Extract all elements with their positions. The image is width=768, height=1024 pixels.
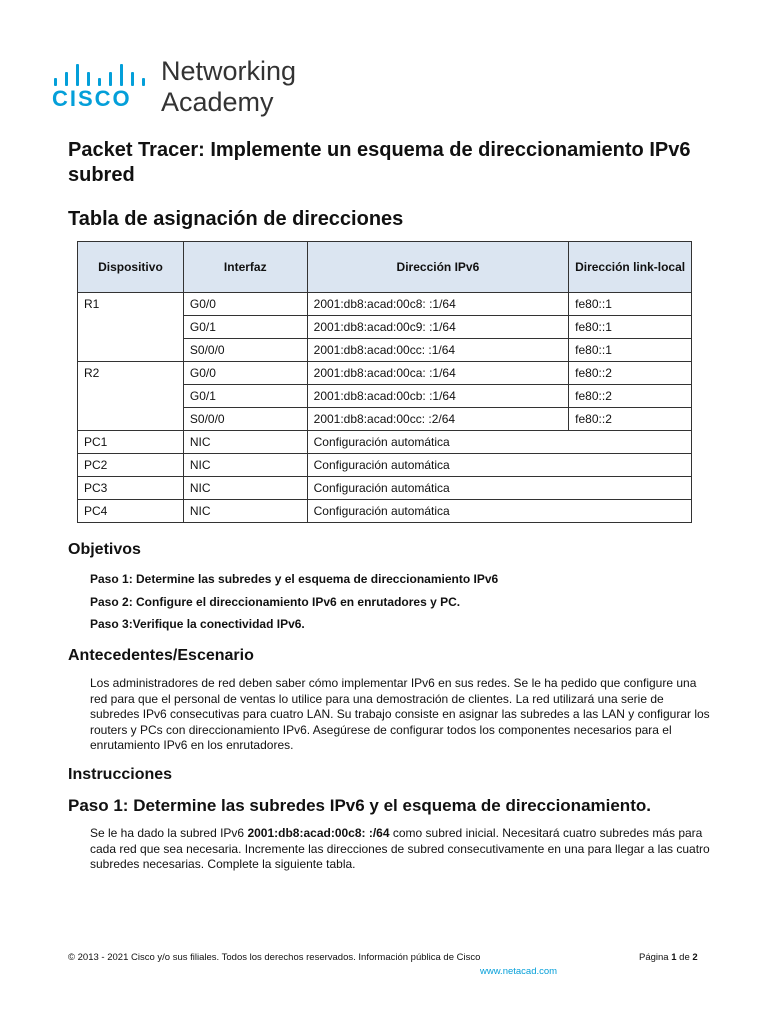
cell-interface: S0/0/0 [183, 339, 307, 362]
step1-heading: Paso 1: Determine las subredes IPv6 y el esquema de direccionamiento. [68, 796, 651, 815]
cell-device: PC2 [78, 454, 184, 477]
page-label: Página [639, 952, 669, 963]
table-row [78, 408, 692, 431]
cell-interface: NIC [183, 500, 307, 523]
logo-networking: Networking [161, 56, 297, 86]
cell-ipv6: 2001:db8:acad:00ca: :1/64 [307, 362, 569, 385]
cell-link-local: fe80::1 [569, 293, 692, 316]
table-row [78, 339, 692, 362]
cell-link-local: fe80::2 [569, 385, 692, 408]
cell-ipv6: 2001:db8:acad:00cc: :1/64 [307, 339, 569, 362]
cell-link-local: fe80::2 [569, 362, 692, 385]
background-paragraph: Los administradores de red deben saber cómo implementar IPv6 en sus redes. Se le ha pedido que configure una red para que el personal de ventas lo utilice para una demostración de clientes. La red utilizará una serie de subredes IPv6 consecutivas para cuatro LAN. Su trabajo consiste en asignar las subredes a las LAN y configurar los routers y PCs con direccionamiento IPv6. Asegúrese de configurar todos los componentes necesarios para el enrutamiento IPv6 en los enrutadores. [90, 676, 710, 752]
table-row [78, 293, 692, 316]
cell-device [78, 339, 184, 362]
table-heading: Tabla de asignación de direcciones [68, 208, 404, 230]
step1-text-pre: Se le ha dado la subred IPv6 [90, 826, 248, 840]
step1-subnet: 2001:db8:acad:00c8: :/64 [247, 826, 390, 840]
cell-link-local: fe80::1 [569, 339, 692, 362]
cell-link-local: fe80::1 [569, 316, 692, 339]
objectives-heading: Objetivos [68, 541, 141, 558]
cell-ipv6: 2001:db8:acad:00c8: :1/64 [307, 293, 569, 316]
table-row [78, 385, 692, 408]
logo-academy: Academy [161, 87, 274, 117]
objective-item: Paso 3:Verifique la conectividad IPv6. [90, 617, 305, 631]
cell-device: PC3 [78, 477, 184, 500]
cell-interface: NIC [183, 431, 307, 454]
cell-ipv6: 2001:db8:acad:00cc: :2/64 [307, 408, 569, 431]
header-ipv6: Dirección IPv6 [307, 242, 569, 293]
cell-device: R1 [78, 293, 184, 316]
cell-interface: NIC [183, 477, 307, 500]
cell-device [78, 316, 184, 339]
addressing-table [77, 241, 692, 523]
header-link-local: Dirección link-local [569, 242, 692, 293]
cell-device: R2 [78, 362, 184, 385]
cell-interface: S0/0/0 [183, 408, 307, 431]
page-current: 1 [671, 952, 677, 963]
cell-ipv6: 2001:db8:acad:00c9: :1/64 [307, 316, 569, 339]
table-row [78, 454, 692, 477]
table-row [78, 500, 692, 523]
page-of: de [679, 952, 690, 963]
document-title: Packet Tracer: Implemente un esquema de direccionamiento IPv6 subred [68, 139, 691, 186]
cisco-bars-icon [54, 62, 144, 86]
objective-item: Paso 1: Determine las subredes y el esquema de direccionamiento IPv6 [90, 572, 499, 586]
cell-interface: G0/1 [183, 385, 307, 408]
cell-ipv6: Configuración automática [307, 431, 691, 454]
footer-page-number [639, 952, 698, 963]
background-heading: Antecedentes/Escenario [68, 647, 254, 664]
table-row [78, 362, 692, 385]
step1-text-post: como subred inicial. Necesitará cuatro subredes más para cada red que sea necesaria. Incremente las direcciones de subred consecutivamente en una para llegar a las cuatro subredes necesarias. Complete la siguiente tabla. [90, 826, 710, 871]
objective-item: Paso 2: Configure el direccionamiento IPv6 en enrutadores y PC. [90, 595, 461, 609]
cell-interface: G0/1 [183, 316, 307, 339]
page-total: 2 [692, 952, 698, 963]
cell-link-local: fe80::2 [569, 408, 692, 431]
cell-ipv6: Configuración automática [307, 500, 691, 523]
cell-ipv6: Configuración automática [307, 454, 691, 477]
header-device: Dispositivo [78, 242, 184, 293]
step1-paragraph [90, 826, 710, 873]
cell-interface: G0/0 [183, 362, 307, 385]
footer-netacad-link[interactable]: www.netacad.com [480, 966, 558, 977]
cell-interface: G0/0 [183, 293, 307, 316]
table-row [78, 477, 692, 500]
cell-device [78, 408, 184, 431]
cell-device [78, 385, 184, 408]
cisco-wordmark: CISCO [52, 86, 132, 111]
cell-interface: NIC [183, 454, 307, 477]
instructions-heading: Instrucciones [68, 766, 173, 783]
cell-ipv6: 2001:db8:acad:00cb: :1/64 [307, 385, 569, 408]
table-row [78, 316, 692, 339]
footer-copyright: © 2013 - 2021 Cisco y/o sus filiales. Todos los derechos reservados. Información pública de Cisco [68, 952, 481, 963]
cell-device: PC1 [78, 431, 184, 454]
table-row [78, 431, 692, 454]
cell-ipv6: Configuración automática [307, 477, 691, 500]
cisco-networking-academy-logo [52, 56, 312, 118]
header-interface: Interfaz [183, 242, 307, 293]
cell-device: PC4 [78, 500, 184, 523]
